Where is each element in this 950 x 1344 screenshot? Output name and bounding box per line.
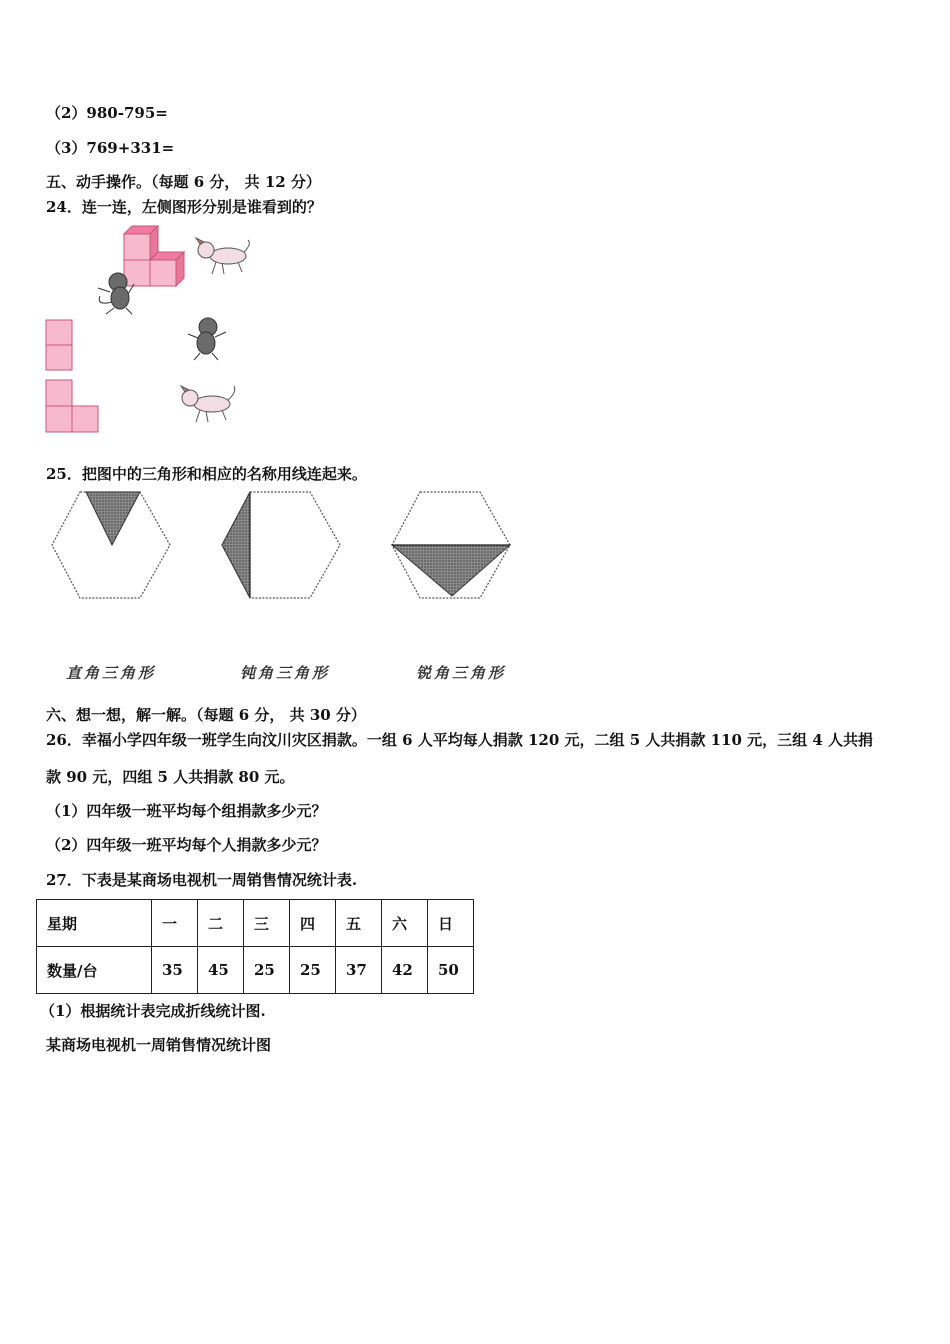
right-triangle-3 xyxy=(392,545,510,596)
q24-figure xyxy=(40,222,260,437)
monkey-option-icon xyxy=(188,318,226,360)
table-cell: 三 xyxy=(244,900,290,947)
q26-sub-1: （1）四年级一班平均每个组捐款多少元？ xyxy=(46,802,327,820)
hexagon-1 xyxy=(52,492,170,598)
pink-cube-stack xyxy=(124,226,184,286)
q26-sub-2: （2）四年级一班平均每个人捐款多少元？ xyxy=(46,836,327,854)
table-cell: 25 xyxy=(244,947,290,994)
sales-table xyxy=(36,899,474,994)
hexagon-3 xyxy=(392,492,510,598)
q25-hexagons xyxy=(48,488,518,603)
q26-text-line-2: 款 90 元，四组 5 人共捐款 80 元。 xyxy=(46,768,295,786)
table-cell: 45 xyxy=(198,947,244,994)
dog-option-icon xyxy=(181,386,235,422)
dog-icon xyxy=(196,238,249,274)
acute-triangle-1 xyxy=(86,492,140,545)
chart-title: 某商场电视机一周销售情况统计图 xyxy=(46,1036,272,1054)
table-header-cell: 数量/台 xyxy=(37,947,152,994)
q23-item-3: （3）769+331= xyxy=(46,139,175,157)
section-6-heading: 六、想一想，解一解。（每题 6 分， 共 30 分） xyxy=(46,706,366,724)
table-cell: 六 xyxy=(382,900,428,947)
view-two-stacked xyxy=(46,320,72,370)
view-l-shape xyxy=(46,380,98,432)
section-5-heading: 五、动手操作。（每题 6 分， 共 12 分） xyxy=(46,173,321,191)
label-right-triangle: 直角三角形 xyxy=(66,664,157,682)
table-cell: 四 xyxy=(290,900,336,947)
table-cell: 25 xyxy=(290,947,336,994)
table-header-cell: 星期 xyxy=(37,900,152,947)
table-cell: 一 xyxy=(152,900,198,947)
table-row xyxy=(37,900,474,947)
label-acute-triangle: 锐角三角形 xyxy=(416,664,507,682)
q26-text-line-1: 26．幸福小学四年级一班学生向汶川灾区捐款。一组 6 人平均每人捐款 120 元，二组 5 人共捐款 110 元，三组 4 人共捐 xyxy=(46,731,874,749)
obtuse-triangle-2 xyxy=(222,492,250,598)
table-row xyxy=(37,947,474,994)
table-cell: 35 xyxy=(152,947,198,994)
q25-text: 25．把图中的三角形和相应的名称用线连起来。 xyxy=(46,465,367,483)
table-cell: 37 xyxy=(336,947,382,994)
hexagon-2 xyxy=(222,492,340,598)
q24-text: 24．连一连，左侧图形分别是谁看到的？ xyxy=(46,198,322,216)
table-cell: 二 xyxy=(198,900,244,947)
q27-text: 27．下表是某商场电视机一周销售情况统计表. xyxy=(46,871,358,889)
q27-sub-1: （1）根据统计表完成折线统计图. xyxy=(40,1002,266,1020)
table-cell: 五 xyxy=(336,900,382,947)
label-obtuse-triangle: 钝角三角形 xyxy=(240,664,331,682)
table-cell: 50 xyxy=(428,947,474,994)
table-cell: 42 xyxy=(382,947,428,994)
table-cell: 日 xyxy=(428,900,474,947)
q23-item-2: （2）980-795= xyxy=(46,104,168,122)
